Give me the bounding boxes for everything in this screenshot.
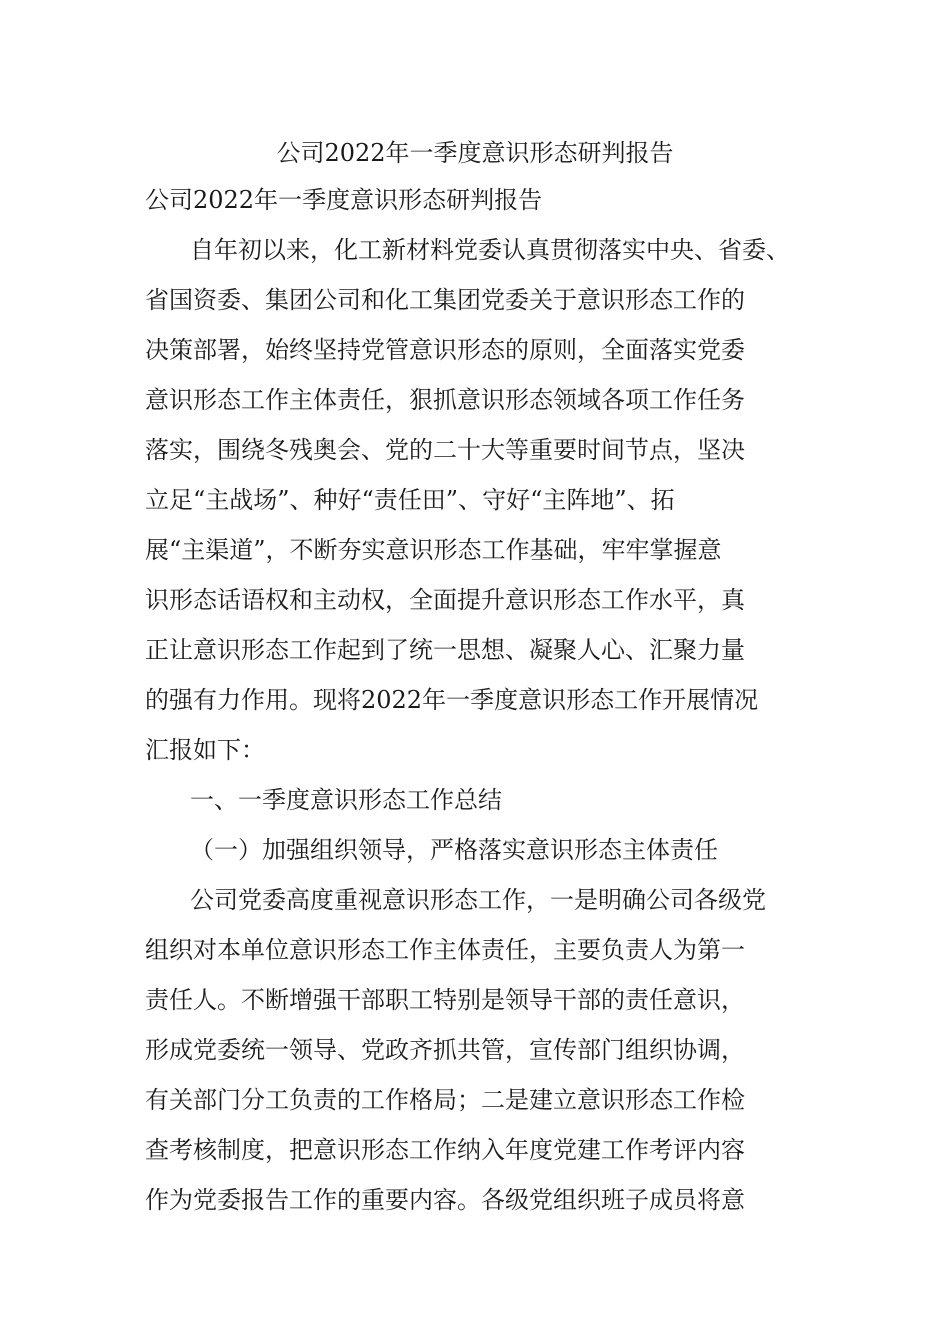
document-title: 公司2022年一季度意识形态研判报告	[276, 139, 674, 167]
text-line: 一、一季度意识形态工作总结	[190, 786, 502, 814]
text-line: 决策部署，始终坚持党管意识形态的原则，全面落实党委	[145, 336, 745, 364]
text-line: 的强有力作用。现将2022年一季度意识形态工作开展情况	[145, 686, 759, 714]
text-line: 意识形态工作主体责任，狠抓意识形态领域各项工作任务	[145, 386, 745, 414]
text-line: （一）加强组织领导，严格落实意识形态主体责任	[190, 836, 718, 864]
document-body	[145, 175, 845, 1225]
text-line: 查考核制度，把意识形态工作纳入年度党建工作考评内容	[145, 1136, 745, 1164]
text-line: 组织对本单位意识形态工作主体责任，主要负责人为第一	[145, 936, 745, 964]
text-line: 落实，围绕冬残奥会、党的二十大等重要时间节点，坚决	[145, 436, 745, 464]
text-line: 汇报如下：	[145, 736, 265, 764]
text-line: 立足“主战场”、种好“责任田”、守好“主阵地”、拓	[145, 486, 675, 514]
text-line: 展“主渠道”，不断夯实意识形态工作基础，牢牢掌握意	[145, 536, 722, 564]
text-line: 作为党委报告工作的重要内容。各级党组织班子成员将意	[145, 1186, 745, 1214]
text-line: 正让意识形态工作起到了统一思想、凝聚人心、汇聚力量	[145, 636, 745, 664]
text-line: 公司党委高度重视意识形态工作，一是明确公司各级党	[190, 886, 766, 914]
text-line: 有关部门分工负责的工作格局；二是建立意识形态工作检	[145, 1086, 745, 1114]
text-line: 形成党委统一领导、党政齐抓共管，宣传部门组织协调，	[145, 1036, 745, 1064]
text-line: 识形态话语权和主动权，全面提升意识形态工作水平，真	[145, 586, 745, 614]
text-line: 自年初以来，化工新材料党委认真贯彻落实中央、省委、	[190, 236, 790, 264]
text-line: 责任人。不断增强干部职工特别是领导干部的责任意识，	[145, 986, 745, 1014]
text-line: 公司2022年一季度意识形态研判报告	[145, 186, 543, 214]
text-line: 省国资委、集团公司和化工集团党委关于意识形态工作的	[145, 286, 745, 314]
